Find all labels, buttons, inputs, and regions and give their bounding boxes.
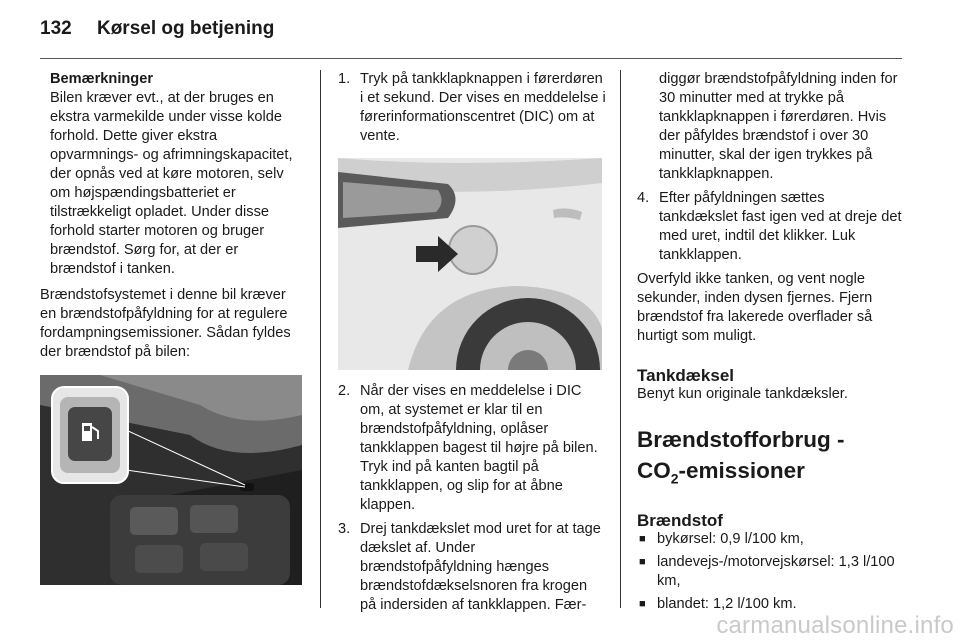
step-number: 3. bbox=[338, 521, 351, 537]
overfill-paragraph: Overfyld ikke tanken, og vent nogle sekunder, inden dysen fjernes. Fjern brændstof fra lakerede overflader så hurtigt som muligt. bbox=[637, 271, 873, 344]
column-divider-2 bbox=[620, 70, 621, 608]
column-divider-1 bbox=[320, 70, 321, 608]
step-2 bbox=[338, 382, 606, 515]
bullet-square-icon: ■ bbox=[639, 555, 646, 568]
section-title bbox=[637, 424, 905, 495]
note-box bbox=[50, 70, 302, 279]
step-text: Efter påfyldningen sættes tankdækslet fast igen ved at dreje det med uret, indtil det klikker. Luk tankklappen. bbox=[659, 190, 902, 263]
section-title-subscript: 2 bbox=[670, 470, 679, 487]
fuel-heading: Brændstof bbox=[637, 510, 723, 530]
section-title-rest: -emissioner bbox=[678, 458, 805, 483]
tank-cap-heading: Tankdæksel bbox=[637, 366, 735, 385]
note-text: Bilen kræver evt., at der bruges en ekstra varmekilde under visse kolde forhold. Dette giver ekstra opvarmnings- og afrimningskapacitet, der opnås ved at køre motoren, selv om højspændingsbatteriet er tilstrækkeligt opladet. Under disse forhold starter motoren og bruger brændstof. Sørg for, at der er brændstof i tanken. bbox=[50, 90, 293, 277]
bullet-item: ■ bykørsel: 0,9 l/100 km, bbox=[639, 530, 804, 547]
step-3 bbox=[338, 520, 606, 615]
tank-cap-text: Benyt kun originale tankdæksler. bbox=[637, 386, 848, 402]
column-2 bbox=[338, 70, 606, 615]
step-text: Når der vises en meddelelse i DIC om, at systemet er klar til en brændstofpåfyldning, oplåser tankklappen bagest til højre på bilen. Tryk ind på kanten bagtil på tankklappen, og slip for at åbne klappen. bbox=[360, 383, 598, 513]
door-switch-photo bbox=[40, 375, 302, 585]
page-number: 132 bbox=[40, 18, 72, 39]
step-text: Tryk på tankklapknappen i førerdøren i et sekund. Der vises en meddelelse i førerinformationscentret (DIC) om at vente. bbox=[360, 71, 606, 144]
step-number: 1. bbox=[338, 71, 351, 87]
step-text: diggør brændstofpåfyldning inden for 30 minutter med at trykke på tankklapknappen i førerdøren. Hvis der påfyldes brændstof i over 30 minutter, skal der igen trykkes på tankklapknappen. bbox=[659, 71, 898, 182]
step-1 bbox=[338, 70, 606, 146]
watermark: carmanualsonline.info bbox=[716, 612, 954, 639]
step-4 bbox=[637, 189, 905, 265]
step-3-continued bbox=[637, 70, 905, 184]
section-title-co: CO bbox=[637, 458, 671, 483]
bullet-square-icon: ■ bbox=[639, 532, 646, 545]
section-title-line1: Brændstofforbrug - bbox=[637, 427, 845, 452]
bullet-item: ■ landevejs-/motorvejskørsel: 1,3 l/100 km, bbox=[639, 553, 895, 589]
column-1 bbox=[40, 70, 302, 585]
step-text: Drej tankdækslet mod uret for at tage dækslet af. Under brændstofpåfyldning hænges brændstofdækselsnoren fra krogen på indersiden af tankklappen. Fær- bbox=[360, 521, 601, 613]
fuel-door-photo bbox=[338, 158, 602, 370]
step-number: 4. bbox=[637, 190, 650, 206]
note-heading: Bemærkninger bbox=[50, 71, 153, 87]
bullet-square-icon: ■ bbox=[639, 597, 646, 610]
page-header bbox=[40, 18, 274, 40]
column-3 bbox=[637, 70, 905, 614]
bullet-item: ■ blandet: 1,2 l/100 km. bbox=[639, 595, 797, 612]
step-number: 2. bbox=[338, 383, 351, 399]
intro-paragraph: Brændstofsystemet i denne bil kræver en brændstofpåfyldning for at regulere fordampningsemissioner. Sådan fyldes der brændstof på bilen: bbox=[40, 287, 291, 360]
page-title: Kørsel og betjening bbox=[96, 18, 275, 39]
header-rule bbox=[40, 58, 902, 59]
